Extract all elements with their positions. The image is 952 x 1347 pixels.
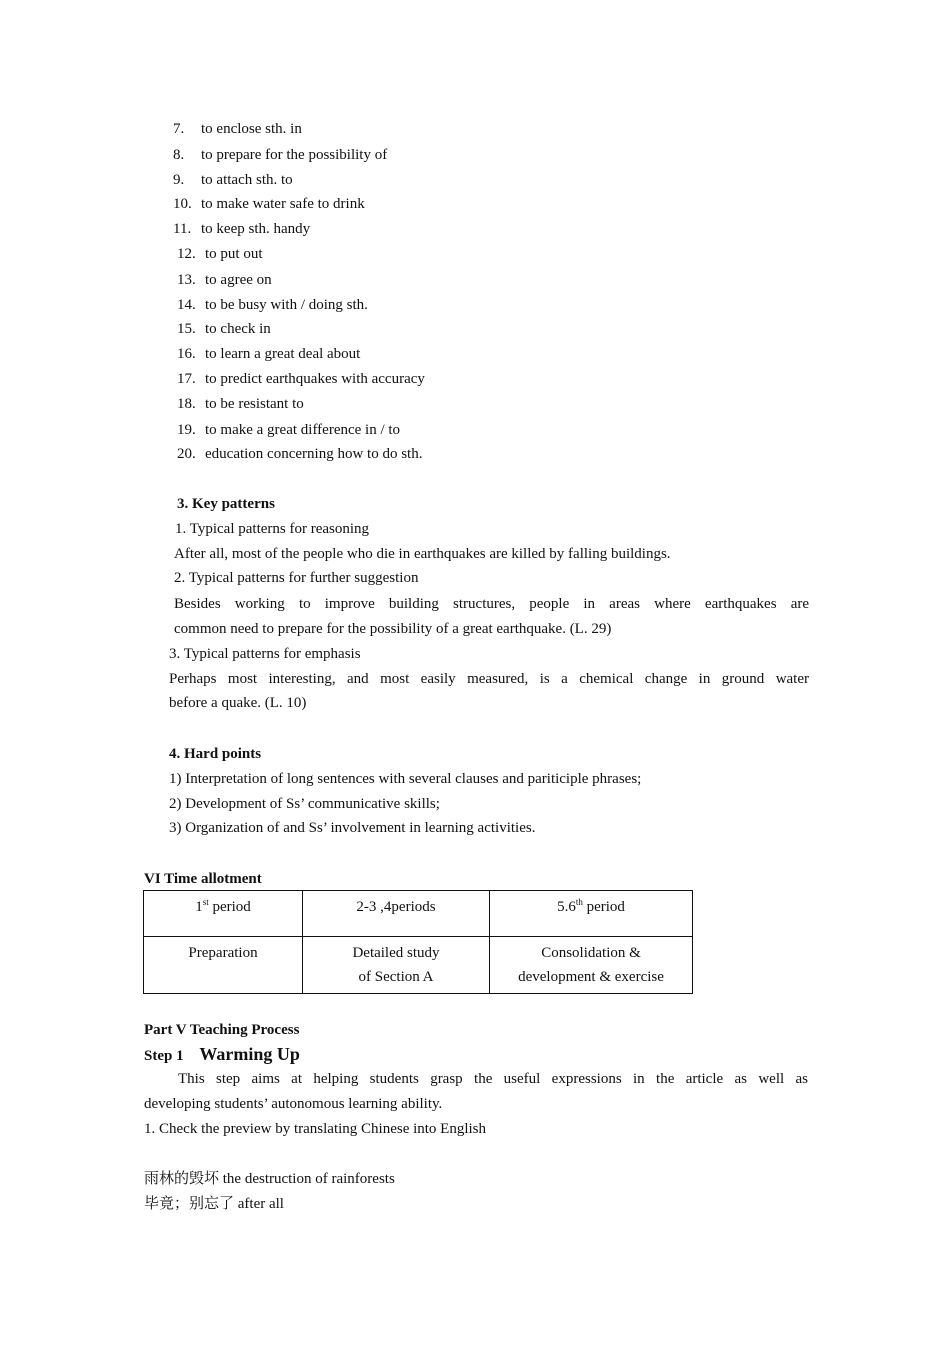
step-label: Step 1 (144, 1048, 184, 1064)
hard-point-item: 1) Interpretation of long sentences with several clauses and pariticiple phrases; (169, 771, 642, 787)
key-patterns-heading: 3. Key patterns (177, 496, 275, 512)
list-item (173, 195, 365, 213)
list-item-number: 13. (177, 272, 196, 288)
list-item-text: to keep sth. handy (201, 221, 311, 237)
step-title: Warming Up (199, 1044, 300, 1064)
list-item-number: 15. (177, 321, 196, 337)
list-item (173, 171, 293, 189)
list-item-number: 8. (173, 147, 185, 163)
list-item (177, 320, 271, 338)
pattern-1-title: 1. Typical patterns for reasoning (175, 521, 370, 537)
list-item (177, 445, 422, 463)
list-item-text: to enclose sth. in (201, 121, 302, 137)
cell-consolidation: Consolidation & development & exercise (490, 937, 693, 994)
step-heading (144, 1045, 300, 1065)
pattern-2-example-line1: Besides working to improve building structures, people in areas where earthquakes are (174, 596, 809, 612)
table-header-row (144, 891, 693, 937)
pattern-2-title: 2. Typical patterns for further suggestion (174, 570, 419, 586)
list-item-text: to prepare for the possibility of (201, 147, 388, 163)
list-item-text: to predict earthquakes with accuracy (205, 371, 425, 387)
list-item-number: 20. (177, 446, 196, 462)
cell-detailed-study: Detailed study of Section A (303, 937, 490, 994)
list-item-number: 12. (177, 246, 196, 262)
pattern-3-example-line1: Perhaps most interesting, and most easily measured, is a chemical change in ground water (169, 671, 809, 687)
list-item-text: to check in (205, 321, 271, 337)
cell-preparation: Preparation (144, 937, 303, 994)
list-item-text: to be resistant to (205, 396, 304, 412)
list-item-text: education concerning how to do sth. (205, 446, 423, 462)
list-item-number: 17. (177, 371, 196, 387)
list-item (177, 345, 360, 363)
list-item (177, 395, 304, 413)
pattern-3-title: 3. Typical patterns for emphasis (169, 646, 361, 662)
list-item-number: 14. (177, 297, 196, 313)
pattern-2-example-line2: common need to prepare for the possibility of a great earthquake. (L. 29) (174, 621, 612, 637)
check-preview-instruction: 1. Check the preview by translating Chinese into English (144, 1121, 487, 1137)
list-item (177, 271, 272, 289)
pattern-3-example-line2: before a quake. (L. 10) (169, 695, 307, 711)
list-item-number: 11. (173, 221, 192, 237)
list-item-number: 9. (173, 172, 185, 188)
list-item-number: 18. (177, 396, 196, 412)
list-item (173, 120, 302, 138)
part-heading: Part V Teaching Process (144, 1022, 300, 1038)
translation-item: 雨林的毁坏 the destruction of rainforests (144, 1171, 395, 1187)
list-item (177, 245, 263, 263)
list-item-number: 16. (177, 346, 196, 362)
step-paragraph-line2: developing students’ autonomous learning ability. (144, 1096, 443, 1112)
hard-point-item: 3) Organization of and Ss’ involvement in learning activities. (169, 820, 536, 836)
table-row (144, 937, 693, 994)
list-item-text: to be busy with / doing sth. (205, 297, 368, 313)
list-item-text: to learn a great deal about (205, 346, 361, 362)
list-item (177, 296, 368, 314)
list-item-number: 19. (177, 422, 196, 438)
list-item-text: to put out (205, 246, 263, 262)
list-item-text: to attach sth. to (201, 172, 293, 188)
list-item-text: to make water safe to drink (201, 196, 365, 212)
header-cell-period-1: 1st period (144, 891, 303, 937)
hard-point-item: 2) Development of Ss’ communicative skills; (169, 796, 440, 812)
time-allotment-table (143, 890, 693, 994)
list-item (177, 421, 400, 439)
list-item-number: 10. (173, 196, 192, 212)
hard-points-heading: 4. Hard points (169, 746, 262, 762)
translation-item: 毕竟；别忘了 after all (144, 1196, 284, 1212)
list-item-number: 7. (173, 121, 185, 137)
header-cell-period-3: 5.6th period (490, 891, 693, 937)
list-item (177, 370, 425, 388)
list-item (173, 146, 387, 164)
pattern-1-example: After all, most of the people who die in earthquakes are killed by falling buildings. (174, 546, 671, 562)
list-item-text: to agree on (205, 272, 272, 288)
list-item (173, 220, 310, 238)
step-paragraph-line1: This step aims at helping students grasp the useful expressions in the article as well as (178, 1071, 808, 1087)
header-cell-period-2: 2-3 ,4periods (303, 891, 490, 937)
time-allotment-heading: VI Time allotment (144, 871, 262, 887)
list-item-text: to make a great difference in / to (205, 422, 401, 438)
